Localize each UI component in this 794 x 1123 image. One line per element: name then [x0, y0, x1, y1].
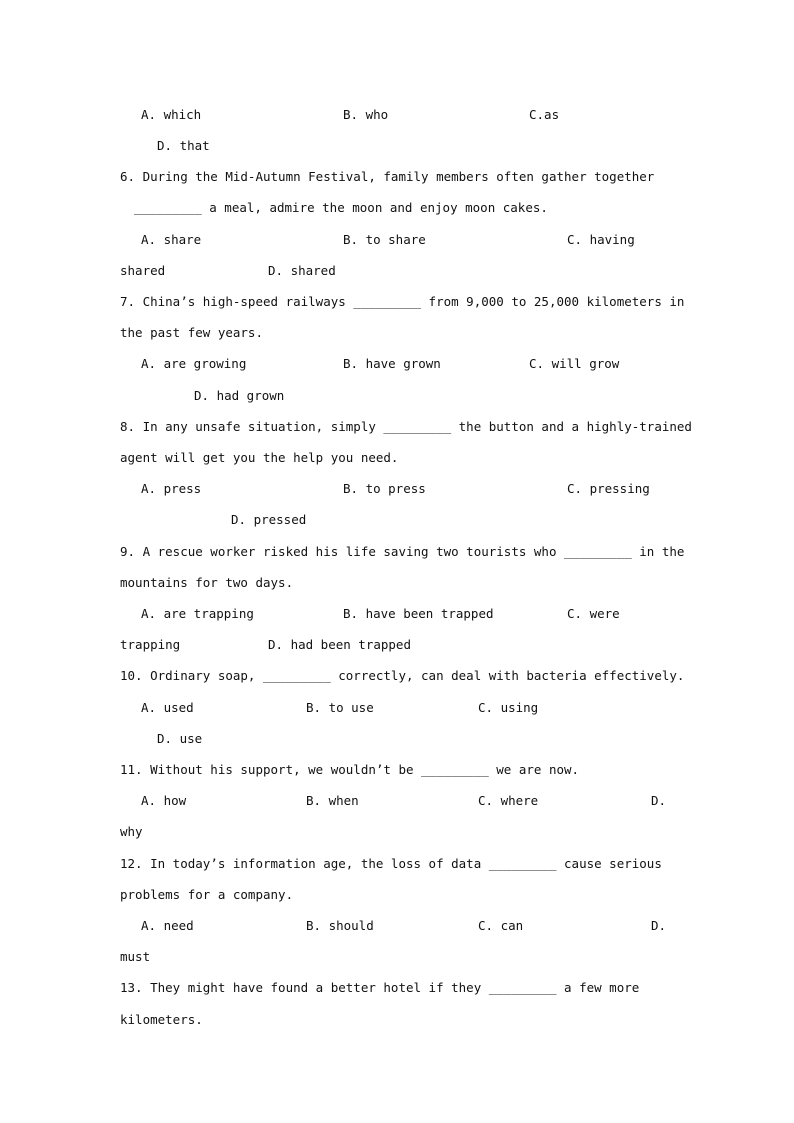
q10-option-a: A. used: [141, 700, 194, 715]
q7-stem-line2: the past few years.: [120, 325, 263, 340]
q12-option-b: B. should: [306, 918, 374, 933]
q13-stem-line2: kilometers.: [120, 1012, 203, 1027]
q8-stem-line1: 8. In any unsafe situation, simply _________ the button and a highly-trained: [120, 419, 692, 434]
q10-option-b: B. to use: [306, 700, 374, 715]
q13-stem-line1: 13. They might have found a better hotel if they _________ a few more: [120, 980, 640, 995]
q7-option-a: A. are growing: [141, 356, 247, 371]
q12-stem-line2: problems for a company.: [120, 887, 294, 902]
q5-option-b: B. who: [343, 107, 389, 122]
q6-option-c: C. having: [567, 232, 635, 247]
q9-option-b: B. have been trapped: [343, 606, 494, 621]
q7-stem-line1: 7. China’s high-speed railways _________ from 9,000 to 25,000 kilometers in: [120, 294, 685, 309]
q5-option-a: A. which: [141, 107, 202, 122]
q12-option-a: A. need: [141, 918, 194, 933]
q9-option-d: D. had been trapped: [268, 637, 411, 652]
q11-option-d-continued: why: [120, 824, 143, 839]
q7-option-d: D. had grown: [194, 388, 285, 403]
q8-option-c: C. pressing: [567, 481, 650, 496]
q8-option-d: D. pressed: [231, 512, 307, 527]
q9-stem-line1: 9. A rescue worker risked his life saving two tourists who _________ in the: [120, 544, 685, 559]
q6-option-b: B. to share: [343, 232, 426, 247]
q6-stem-line1: 6. During the Mid-Autumn Festival, family members often gather together: [120, 169, 655, 184]
q9-option-a: A. are trapping: [141, 606, 254, 621]
q12-option-d: D.: [651, 918, 667, 933]
q8-stem-line2: agent will get you the help you need.: [120, 450, 399, 465]
q12-option-d-continued: must: [120, 949, 151, 964]
q9-stem-line2: mountains for two days.: [120, 575, 294, 590]
q8-option-a: A. press: [141, 481, 202, 496]
q6-option-c-continued: shared: [120, 263, 166, 278]
q11-option-a: A. how: [141, 793, 187, 808]
q11-stem-line1: 11. Without his support, we wouldn’t be _________ we are now.: [120, 762, 580, 777]
q8-option-b: B. to press: [343, 481, 426, 496]
q11-option-d: D.: [651, 793, 667, 808]
q7-option-c: C. will grow: [529, 356, 620, 371]
q12-stem-line1: 12. In today’s information age, the loss of data _________ cause serious: [120, 856, 662, 871]
q5-option-c: C.as: [529, 107, 560, 122]
q6-option-d: D. shared: [268, 263, 336, 278]
q12-option-c: C. can: [478, 918, 524, 933]
q10-option-c: C. using: [478, 700, 539, 715]
q11-option-b: B. when: [306, 793, 359, 808]
q6-stem-line2: _________ a meal, admire the moon and enjoy moon cakes.: [134, 200, 548, 215]
q9-option-c-continued: trapping: [120, 637, 181, 652]
q6-option-a: A. share: [141, 232, 202, 247]
q10-option-d: D. use: [157, 731, 203, 746]
q7-option-b: B. have grown: [343, 356, 441, 371]
q5-option-d: D. that: [157, 138, 210, 153]
q11-option-c: C. where: [478, 793, 539, 808]
q10-stem-line1: 10. Ordinary soap, _________ correctly, can deal with bacteria effectively.: [120, 668, 685, 683]
q9-option-c: C. were: [567, 606, 620, 621]
